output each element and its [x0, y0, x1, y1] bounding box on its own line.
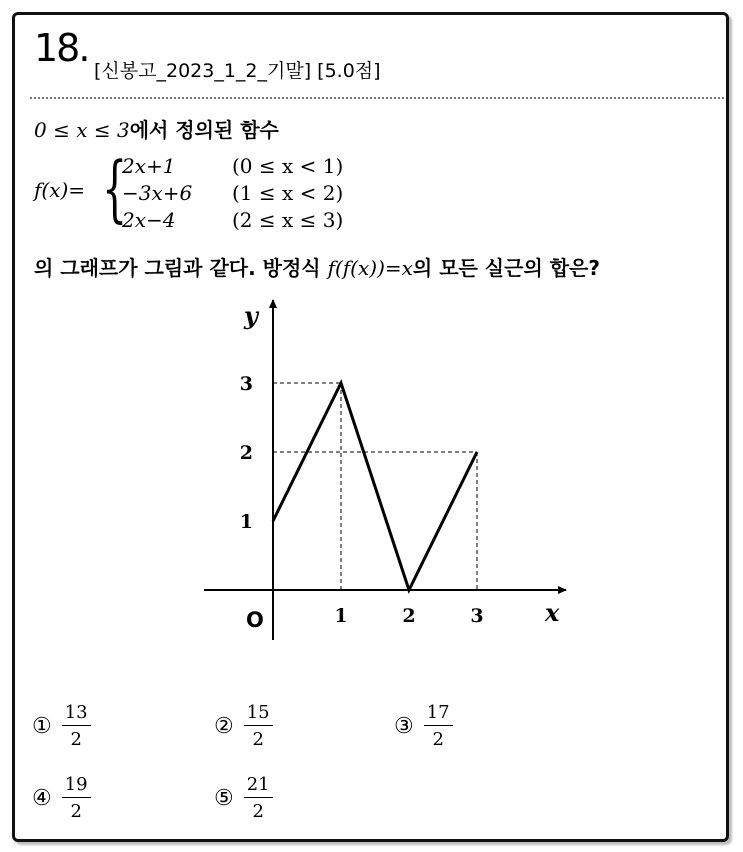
- domain-text: 에서 정의된 함수: [129, 118, 279, 142]
- case-cond: (1 ≤ x < 2): [232, 181, 344, 205]
- numerator: 21: [244, 774, 273, 798]
- choice-5[interactable]: [214, 774, 273, 822]
- y-tick-label: 1: [239, 511, 253, 533]
- numerator: 17: [424, 702, 453, 726]
- choice-marker: ⑤: [214, 785, 234, 811]
- origin-label: O: [246, 608, 264, 632]
- denominator: 2: [432, 729, 444, 750]
- denominator: 2: [252, 729, 264, 750]
- x-tick-label: 3: [470, 605, 484, 627]
- choice-fraction: [424, 702, 453, 750]
- choice-marker: ②: [214, 713, 234, 739]
- domain-math: 0 ≤ x ≤ 3: [34, 118, 130, 142]
- denominator: 2: [70, 801, 82, 822]
- choice-3[interactable]: [394, 702, 453, 750]
- x-tick-label: 1: [334, 605, 348, 627]
- choice-fraction: [62, 702, 91, 750]
- choice-2[interactable]: [214, 702, 273, 750]
- y-tick-label: 3: [239, 373, 253, 395]
- case-cond: (0 ≤ x < 1): [232, 154, 344, 178]
- function-name: f(x)=: [34, 178, 86, 202]
- numerator: 15: [244, 702, 273, 726]
- numerator: 13: [62, 702, 91, 726]
- case-expr: 2x+1: [122, 154, 176, 178]
- series-group: [273, 383, 477, 590]
- case-cond: (2 ≤ x ≤ 3): [232, 208, 344, 232]
- choice-marker: ④: [32, 785, 52, 811]
- choice-fraction: [244, 774, 273, 822]
- denominator: 2: [70, 729, 82, 750]
- x-tick-label: 2: [402, 605, 416, 627]
- problem-number: 18.: [34, 26, 89, 70]
- case-expr: 2x−4: [122, 208, 176, 232]
- y-tick-label: 2: [239, 442, 253, 464]
- choice-4[interactable]: [32, 774, 91, 822]
- x-axis-label: x: [545, 598, 560, 627]
- y-axis-label: y: [244, 301, 258, 330]
- series-line: [273, 383, 477, 590]
- denominator: 2: [252, 801, 264, 822]
- tick-labels: [240, 373, 484, 627]
- choice-fraction: [244, 702, 273, 750]
- problem-source: [신봉고_2023_1_2_기말] [5.0점]: [94, 60, 381, 82]
- question-math: f(f(x))=x: [327, 256, 413, 280]
- cases-brace: {: [102, 146, 128, 230]
- choice-fraction: [62, 774, 91, 822]
- case-expr: −3x+6: [122, 181, 193, 205]
- question-pre: 의 그래프가 그림과 같다. 방정식: [34, 256, 328, 280]
- choice-marker: ①: [32, 713, 52, 739]
- numerator: 19: [62, 774, 91, 798]
- choice-1[interactable]: [32, 702, 91, 750]
- question-post: 의 모든 실근의 합은?: [412, 256, 600, 280]
- choice-marker: ③: [394, 713, 414, 739]
